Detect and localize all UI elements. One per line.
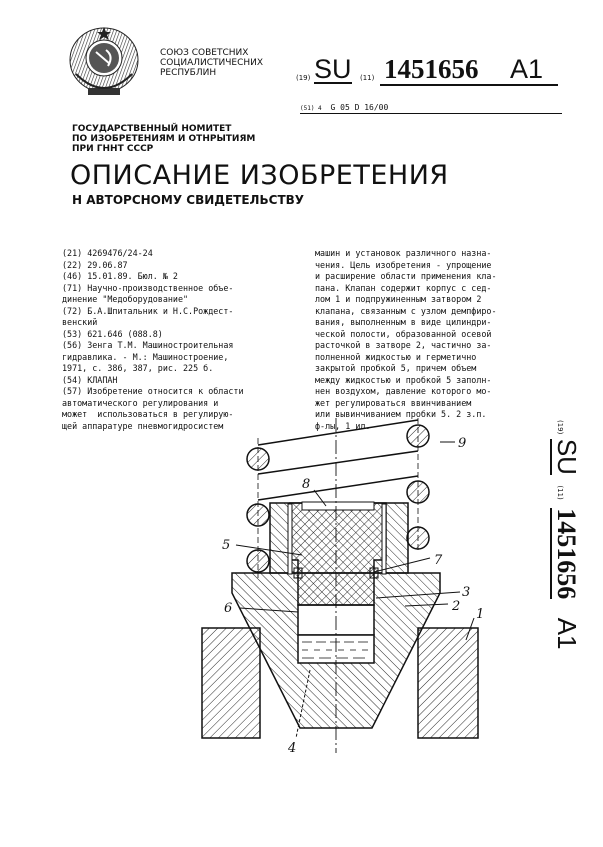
text-line: (53) 621.646 (088.8): [62, 328, 163, 339]
publication-number: [296, 54, 564, 90]
vertical-publication-number: [548, 420, 584, 690]
patent-number: 1451656: [384, 54, 479, 84]
text-line: (54) КЛАПАН: [62, 374, 118, 385]
seat-body-right: [418, 628, 478, 738]
text-line: (46) 15.01.89. Бюл. № 2: [62, 271, 178, 281]
text-line: щей аппаратуре пневмогидросистем: [62, 420, 224, 431]
seal-ring-right: [370, 568, 378, 578]
label-8: 8: [302, 477, 311, 492]
text-line: гидравлика. - М.: Машиностроение,: [62, 351, 229, 362]
bibliographic-data: [62, 248, 307, 432]
text-line: пана. Клапан содержит корпус с сед-: [315, 282, 492, 293]
country-line: СОЦИАЛИСТИЧЕСНИХ: [160, 58, 264, 68]
country-name: [160, 48, 263, 78]
country-line: РЕСПУБЛИН: [160, 68, 217, 78]
committee-name: [72, 124, 255, 154]
inid-code-11: (11): [556, 485, 564, 500]
text-line: между жидкостью и пробкой 5 заполн-: [315, 374, 492, 385]
text-line: (72) Б.А.Шпитальник и Н.С.Рождест-: [62, 305, 234, 316]
text-line: жет регулироваться ввинчиванием: [315, 397, 472, 408]
ipc-classification: [300, 103, 562, 114]
label-3: 3: [462, 585, 471, 600]
abstract-continued: [315, 248, 585, 435]
country-code: SU: [314, 54, 352, 84]
text-line: (22) 29.06.87: [62, 259, 128, 270]
plug: [290, 503, 386, 605]
inid-code-19: (19): [556, 420, 564, 435]
label-4: 4: [288, 741, 297, 756]
text-line: закрытой пробкой 5, причем объем: [315, 363, 477, 373]
label-1: 1: [476, 607, 485, 622]
seal-ring-left: [294, 568, 302, 578]
number-underline: [380, 84, 558, 86]
text-line: может использоваться в регулирую-: [62, 409, 234, 419]
country-line: СОЮЗ СОВЕТСНИХ: [160, 48, 249, 58]
text-line: динение "Медоборудование": [62, 294, 189, 304]
committee-line: ПО ИЗОБРЕТЕНИЯМ И ОТНРЫТИЯМ: [72, 134, 256, 144]
text-line: машин и установок различного назна-: [315, 248, 492, 258]
ipc-class: G 05 D 16/00: [330, 103, 389, 112]
text-line: (21) 4269476/24-24: [62, 248, 153, 258]
plug-slot: [302, 502, 374, 510]
committee-line: ГОСУДАРСТВЕННЫЙ НОМИТЕТ: [72, 124, 232, 134]
text-line: клапана, связанным с узлом демпфиро-: [315, 305, 497, 316]
kind-code: A1: [552, 617, 582, 650]
text-line: (56) Зенга Т.М. Машиностроительная: [62, 340, 234, 350]
label-2: 2: [452, 599, 461, 614]
label-7: 7: [434, 553, 443, 568]
text-line: лом 1 и подпружиненным затвором 2: [315, 294, 482, 304]
text-line: (57) Изобретение относится к области: [62, 386, 244, 396]
text-line: автоматического регулирования и: [62, 397, 219, 408]
document-title: ОПИСАНИЕ ИЗОБРЕТЕНИЯ: [70, 160, 449, 191]
kind-code: A1: [510, 54, 544, 84]
seat-body-left: [202, 628, 260, 738]
label-6: 6: [224, 601, 233, 616]
text-line: полненной жидкостью и герметично: [315, 351, 477, 362]
label-5: 5: [222, 538, 231, 553]
country-code: SU: [552, 438, 582, 475]
inid-code-19: (19): [296, 74, 311, 82]
text-line: расточкой в затворе 2, частично за-: [315, 340, 492, 350]
text-line: чения. Цель изобретения - упрощение: [315, 259, 492, 270]
text-line: ческой полости, образованной осевой: [315, 328, 492, 339]
committee-line: ПРИ ГННТ СССР: [72, 144, 154, 154]
ipc-label: (51) 4: [300, 105, 322, 112]
text-line: (71) Научно-производственное объе-: [62, 282, 234, 293]
text-line: нен воздухом, давление которого мо-: [315, 386, 492, 396]
label-9: 9: [458, 436, 467, 451]
patent-number: 1451656: [552, 508, 581, 600]
inid-code-11: (11): [360, 74, 375, 82]
text-line: венский: [62, 317, 98, 327]
text-line: вания, выполненным в виде цилиндри-: [315, 317, 492, 327]
text-line: или вывинчиванием пробки 5. 2 з.п.: [315, 409, 487, 419]
document-subtitle: Н АВТОРСНОМУ СВИДЕТЕЛЬСТВУ: [72, 193, 305, 207]
valve-drawing: [190, 418, 500, 768]
text-line: и расширение области применения кла-: [315, 271, 497, 281]
text-line: ф-лы, 1 ил.: [315, 420, 371, 431]
text-line: 1971, с. 386, 387, рис. 225 б.: [62, 363, 214, 373]
state-emblem-icon: [62, 22, 146, 106]
